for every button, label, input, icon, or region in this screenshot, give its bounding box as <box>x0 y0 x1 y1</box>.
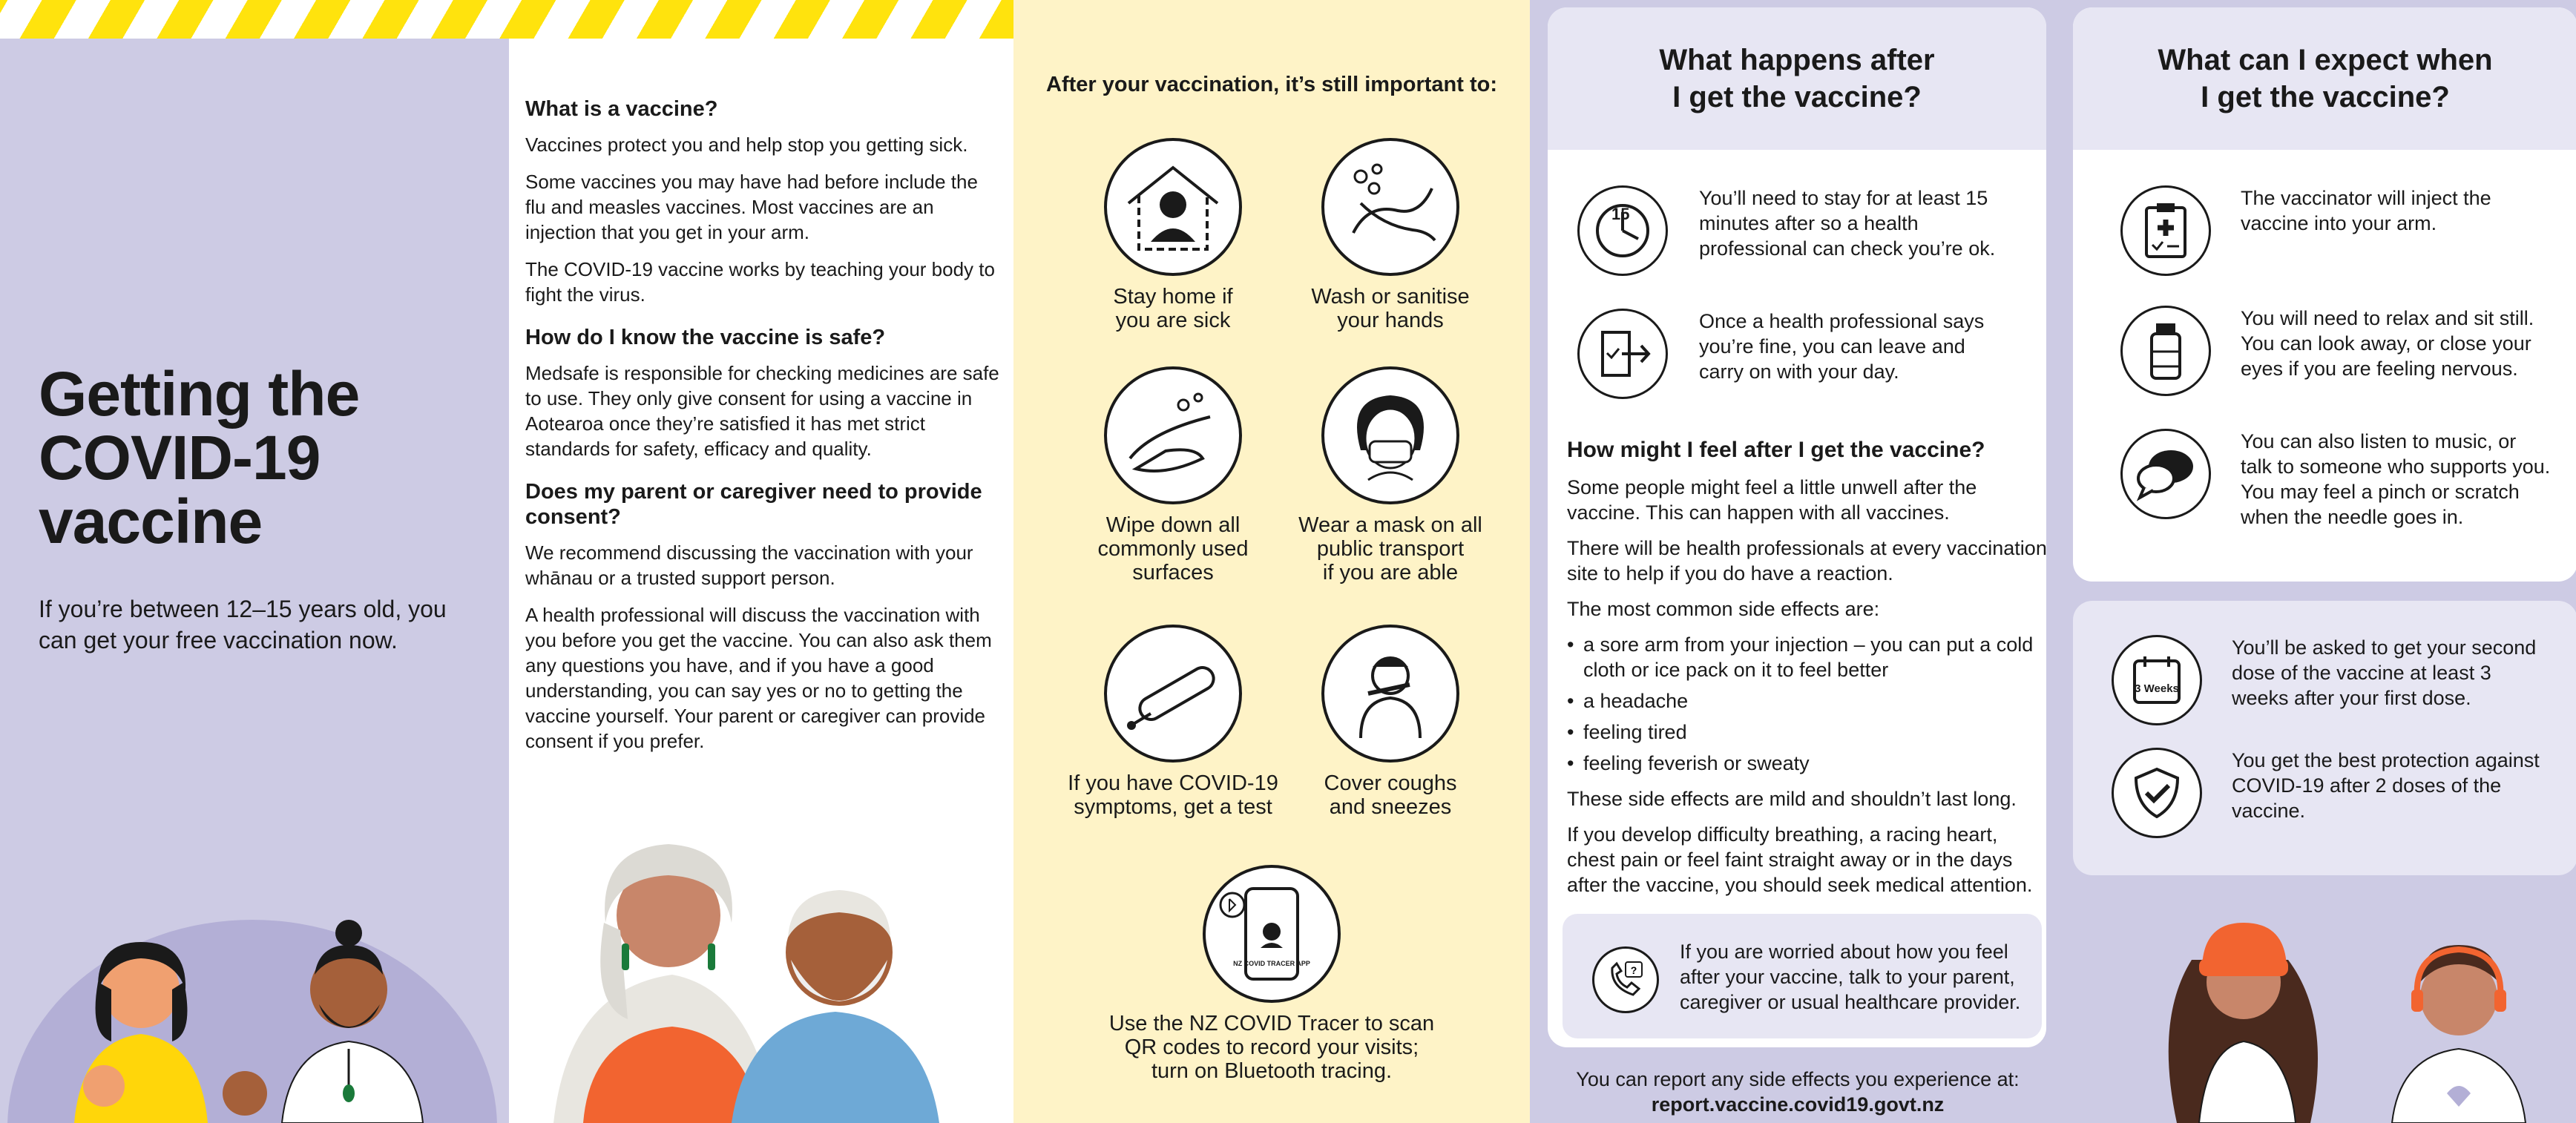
dose-card <box>2073 601 2576 875</box>
expect-card <box>2073 7 2576 582</box>
feel-paragraph: These side effects are mild and shouldn’t last long. <box>1567 788 2017 810</box>
tracer-badge: NZ COVID TRACER APP <box>1233 960 1310 967</box>
info-section <box>525 96 1000 307</box>
dose-item <box>2112 748 2543 838</box>
tip-wash-hands <box>1279 138 1502 332</box>
feel-paragraph: The most common side effects are: <box>1567 598 1880 620</box>
timer-badge: 15 <box>1611 205 1630 223</box>
tip-cover-coughs <box>1279 625 1502 819</box>
tips-heading: After your vaccination, it’s still important to: <box>1046 73 1497 96</box>
clipboard-cross-icon <box>2120 185 2211 276</box>
info-heading: Does my parent or caregiver need to provide consent? <box>525 480 982 529</box>
dose-item <box>2112 635 2543 725</box>
calendar-badge: 3 Weeks <box>2135 682 2179 695</box>
grandparents-illustration <box>509 811 1013 1123</box>
info-section <box>525 479 1000 754</box>
side-effect-item: • a sore arm from your injection – you can put a cold cloth or ice pack on it to feel better <box>1567 632 2049 682</box>
tips-panel <box>1013 0 1530 1123</box>
cover-subtitle: If you’re between 12–15 years old, you can get your free vaccination now. <box>39 596 447 653</box>
expect-item-text: You will need to relax and sit still. You can look away, or close your eyes if you are feeling nervous. <box>2241 307 2534 380</box>
tip-label: Wipe down all commonly used surfaces <box>1097 513 1249 584</box>
svg-text:?: ? <box>1630 964 1637 976</box>
teens-illustration <box>2066 871 2576 1123</box>
wipe-surface-icon <box>1104 366 1242 504</box>
test-tube-icon <box>1104 625 1242 763</box>
tip-label: Cover coughs and sneezes <box>1324 771 1457 819</box>
expect-panel <box>2066 0 2576 1123</box>
vial-icon <box>2120 306 2211 396</box>
cover-title: Getting the COVID-19 vaccine <box>39 359 360 556</box>
report-info <box>1530 1067 2066 1117</box>
dose-item-text: You get the best protection against COVID-19 after 2 doses of the vaccine. <box>2232 749 2540 822</box>
side-effect-item: • feeling feverish or sweaty <box>1567 751 2049 776</box>
expect-item <box>2120 429 2552 530</box>
hand-wash-icon <box>1321 138 1459 276</box>
expect-item-text: You can also listen to music, or talk to someone who supports you. You may feel a pinch or scratch when the needle goes in. <box>2241 430 2551 528</box>
after-item-text: You’ll need to stay for at least 15 minutes after so a health professional can check you’re ok. <box>1699 187 1996 260</box>
after-card <box>1548 7 2046 1047</box>
tip-wipe-surfaces <box>1062 366 1284 584</box>
report-link[interactable]: report.vaccine.covid19.govt.nz <box>1651 1093 1945 1116</box>
worried-box <box>1563 914 2042 1038</box>
phone-question-icon <box>1592 946 1659 1013</box>
house-person-icon <box>1104 138 1242 276</box>
after-item <box>1577 309 2011 399</box>
feel-paragraph: There will be health professionals at every vaccination site to help if you do have a reaction. <box>1567 537 2047 584</box>
cough-elbow-icon <box>1321 625 1459 763</box>
info-paragraph: Some vaccines you may have had before include the flu and measles vaccines. Most vaccines are an injection that you get in your arm. <box>525 171 978 243</box>
mask-face-icon <box>1321 366 1459 504</box>
tip-get-tested <box>1062 625 1284 819</box>
info-paragraph: The COVID-19 vaccine works by teaching your body to fight the virus. <box>525 258 995 306</box>
after-heading: What happens after I get the vaccine? <box>1548 7 2046 150</box>
feel-paragraph: If you develop difficulty breathing, a racing heart, chest pain or feel faint straight away or in the days after the vaccine, you should seek medical attention. <box>1567 823 2033 896</box>
expect-item-text: The vaccinator will inject the vaccine into your arm. <box>2241 187 2491 234</box>
report-text: You can report any side effects you experience at: <box>1576 1068 2020 1090</box>
side-effects-list <box>1567 632 2049 776</box>
tip-label: Use the NZ COVID Tracer to scan QR codes to record your visits; turn on Bluetooth tracing. <box>1108 1012 1435 1083</box>
side-effect-item: • feeling tired <box>1567 719 2049 745</box>
tip-stay-home <box>1062 138 1284 332</box>
dose-item-text: You’ll be asked to get your second dose of the vaccine at least 3 weeks after your first dose. <box>2232 636 2537 709</box>
expect-item <box>2120 185 2552 276</box>
info-paragraph: We recommend discussing the vaccination with your whānau or a trusted support person. <box>525 541 973 589</box>
tip-label: Stay home if you are sick <box>1113 285 1233 332</box>
after-panel <box>1530 0 2066 1123</box>
timer-15-icon <box>1577 185 1668 276</box>
tip-covid-tracer <box>1086 865 1457 1083</box>
info-section <box>525 325 1000 461</box>
info-paragraph: Medsafe is responsible for checking medicines are safe to use. They only give consent for using a vaccine in Aotearoa once they’re satisfied it has met strict standards for safety, efficacy and quality. <box>525 362 999 460</box>
feel-paragraph: Some people might feel a little unwell after the vaccine. This can happen with all vaccines. <box>1567 476 1977 524</box>
tracer-app-icon <box>1203 865 1341 1003</box>
after-item-text: Once a health professional says you’re fine, you can leave and carry on with your day. <box>1699 310 1985 383</box>
info-heading: How do I know the vaccine is safe? <box>525 326 886 349</box>
info-content <box>525 96 1000 771</box>
info-paragraph: Vaccines protect you and help stop you getting sick. <box>525 134 968 156</box>
expect-heading: What can I expect when I get the vaccine? <box>2073 7 2576 150</box>
speech-bubbles-icon <box>2120 429 2211 519</box>
after-item <box>1577 185 2011 276</box>
tip-label: If you have COVID-19 symptoms, get a test <box>1068 771 1278 819</box>
info-panel <box>509 0 1013 1123</box>
worried-text: If you are worried about how you feel after your vaccine, talk to your parent, caregiver or usual healthcare provider. <box>1680 941 2021 1013</box>
info-heading: What is a vaccine? <box>525 97 718 121</box>
tip-label: Wear a mask on all public transport if you are able <box>1298 513 1482 584</box>
feel-section <box>1567 438 2049 908</box>
people-illustration <box>0 871 509 1123</box>
info-paragraph: A health professional will discuss the vaccination with you before you get the vaccine. You can also ask them any questions you have, and if you have a good understanding, you can say yes or no to getting the vaccine yourself. Your parent or caregiver can provide consent if you prefer. <box>525 604 992 752</box>
feel-heading: How might I feel after I get the vaccine? <box>1567 438 1985 462</box>
shield-check-icon <box>2112 748 2202 838</box>
tip-wear-mask <box>1279 366 1502 584</box>
exit-door-icon <box>1577 309 1668 399</box>
expect-item <box>2120 306 2552 396</box>
side-effect-item: • a headache <box>1567 688 2049 714</box>
calendar-3-weeks-icon <box>2112 635 2202 725</box>
hazard-stripes <box>0 0 1013 39</box>
cover-panel <box>0 0 509 1123</box>
tip-label: Wash or sanitise your hands <box>1311 285 1470 332</box>
